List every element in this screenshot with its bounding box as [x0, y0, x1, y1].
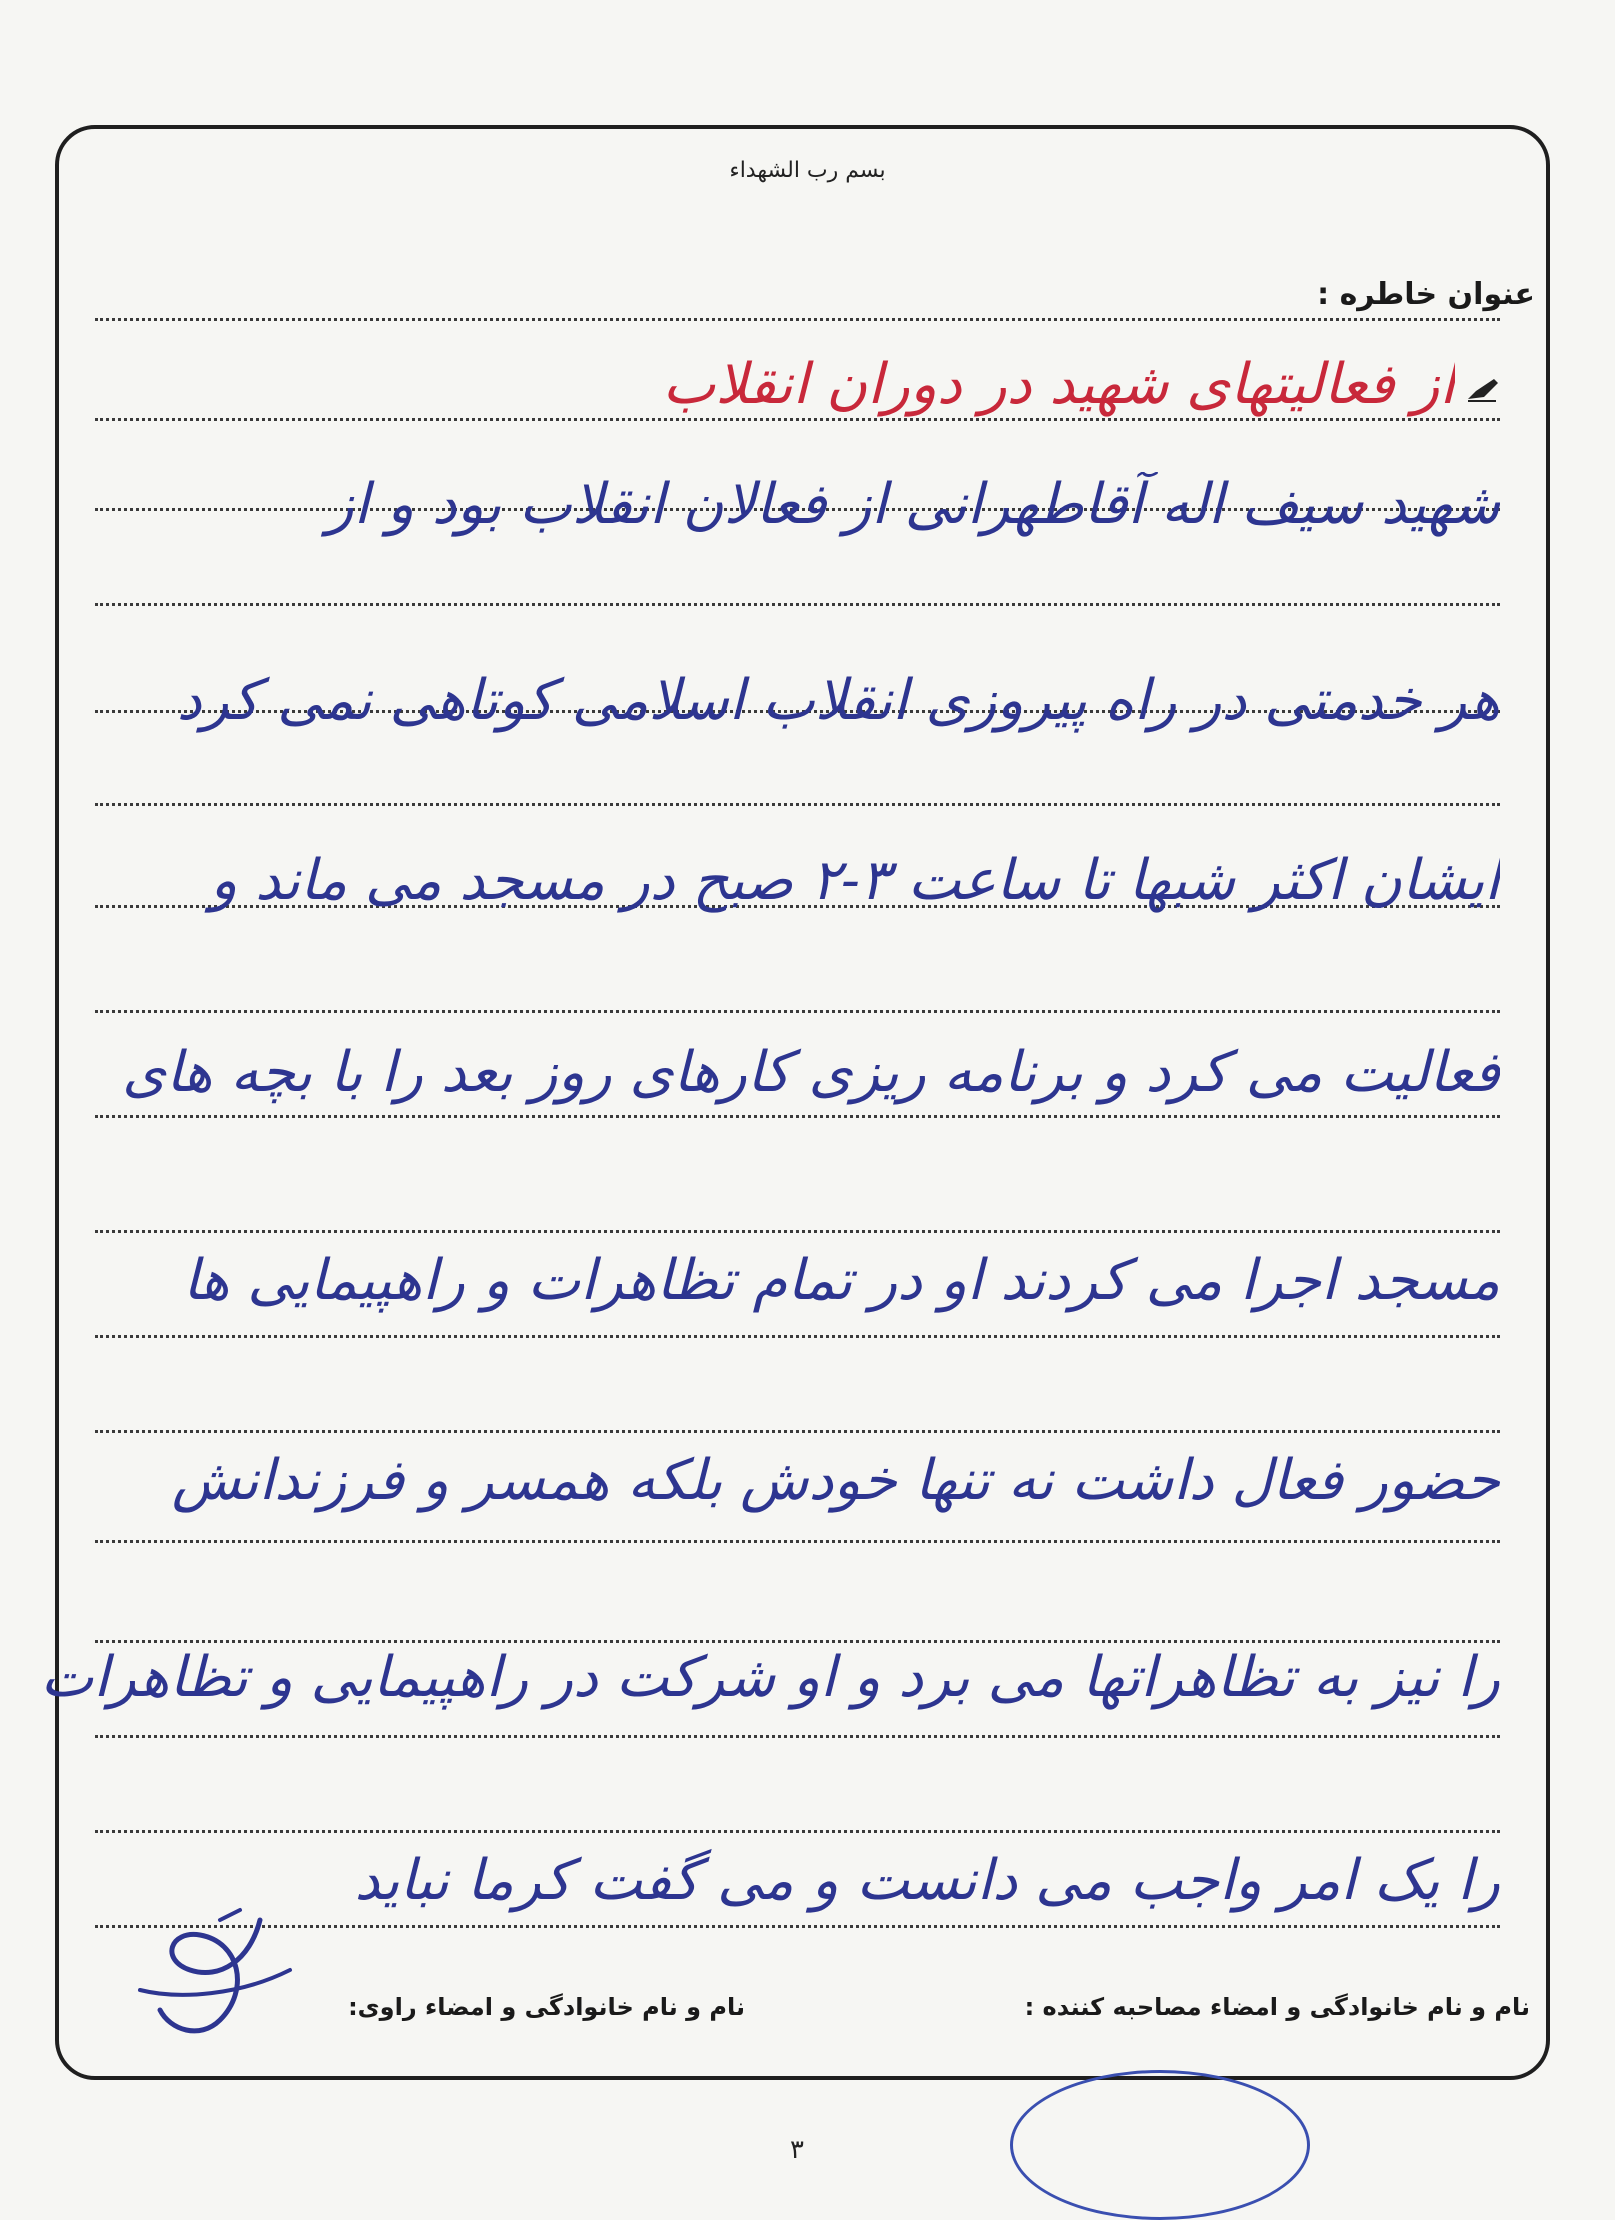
memoir-line: حضور فعال داشت نه تنها خودش بلکه همسر و فرزندانش — [171, 1448, 1500, 1513]
memoir-line: شهید سیف اله آقاطهرانی از فعالان انقلاب بود و از — [326, 472, 1500, 537]
memoir-line: را یک امر واجب می دانست و می گفت کرما نباید — [354, 1848, 1500, 1913]
ruled-line — [95, 603, 1500, 606]
ruled-line — [95, 1335, 1500, 1338]
memoir-line: مسجد اجرا می کردند او در تمام تظاهرات و راهپیمایی ها — [182, 1248, 1500, 1313]
ruled-line — [95, 318, 1500, 321]
ruled-line — [95, 1115, 1500, 1118]
interviewer-label: نام و نام خانوادگی و امضاء مصاحبه کننده : — [1024, 1993, 1530, 2021]
memoir-title-label: عنوان خاطره : — [1317, 277, 1535, 312]
ruled-line — [95, 1010, 1500, 1013]
narrator-signature — [100, 1900, 300, 2060]
ruled-line — [95, 1830, 1500, 1833]
ruled-line — [95, 1430, 1500, 1433]
ruled-line — [95, 1640, 1500, 1643]
ruled-line — [95, 1540, 1500, 1543]
bismillah-header: بسم رب الشهداء — [729, 158, 886, 183]
ruled-line — [95, 418, 1500, 421]
pen-icon — [1466, 375, 1500, 403]
narrator-label: نام و نام خانوادگی و امضاء راوی: — [348, 1993, 745, 2021]
ruled-line — [95, 1925, 1500, 1928]
memoir-line: هر خدمتی در راه پیروزی انقلاب اسلامی کوتاهی نمی کرد — [176, 668, 1500, 733]
ruled-line — [95, 803, 1500, 806]
stamp-ellipse — [1010, 2070, 1310, 2220]
memoir-line: ایشان اکثر شبها تا ساعت ۳-۲ صبح در مسجد می ماند و — [210, 848, 1500, 913]
memoir-line: فعالیت می کرد و برنامه ریزی کارهای روز بعد را با بچه های — [122, 1040, 1500, 1105]
ruled-line — [95, 1735, 1500, 1738]
ruled-line — [95, 1230, 1500, 1233]
memoir-title: از فعالیتهای شهید در دوران انقلاب — [662, 352, 1455, 417]
memoir-line: را نیز به تظاهراتها می برد و او شرکت در راهپیمایی و تظاهرات — [40, 1645, 1500, 1710]
page-number: ۳ — [790, 2135, 804, 2165]
